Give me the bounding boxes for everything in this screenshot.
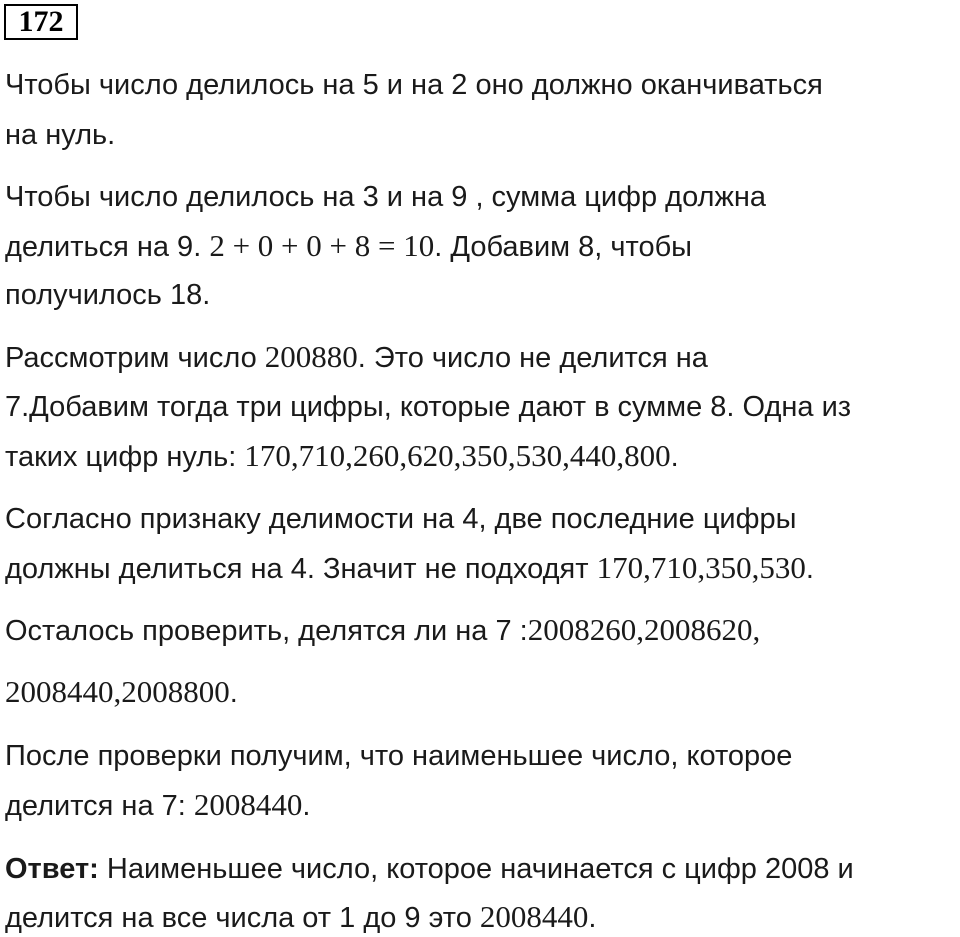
- answer-line-1-text: Наименьшее число, которое начинается с цифр 2008 и: [98, 853, 854, 885]
- p3-line-1-text: Рассмотрим число: [5, 342, 265, 374]
- answer-line-2-tail: .: [588, 902, 597, 934]
- p4-line-2-numbers: 170,710,350,530: [596, 550, 806, 585]
- p3-line-1-number: 200880: [264, 339, 358, 374]
- p2-line-2-tail: . Добавим 8, чтобы: [434, 231, 693, 263]
- p4-line-2-tail: .: [805, 553, 814, 585]
- p4-line-1: Согласно признаку делимости на 4, две последние цифры: [5, 503, 797, 535]
- p4-line-2: [5, 551, 814, 586]
- p1-line-2: на нуль.: [5, 119, 116, 151]
- answer-number: 2008440: [479, 899, 589, 934]
- answer-line-2: [5, 900, 596, 935]
- p3-line-3: [5, 439, 679, 474]
- problem-number-box: [4, 4, 78, 40]
- p2-line-1: Чтобы число делилось на 3 и на 9 , сумма цифр должна: [5, 181, 767, 213]
- p4-line-2-text: должны делиться на 4. Значит не подходят: [5, 553, 597, 585]
- p5-line-2-tail: .: [229, 677, 238, 709]
- answer-line-2-text: делится на все числа от 1 до 9 это: [5, 902, 480, 934]
- p5-line-1-numbers: 2008260,2008620,: [527, 612, 761, 647]
- p1-line-1: Чтобы число делилось на 5 и на 2 оно должно оканчиваться: [5, 69, 823, 101]
- p3-line-1-tail: . Это число не делится на: [357, 342, 708, 374]
- answer-label: Ответ:: [5, 853, 99, 885]
- answer-line-1: [5, 852, 854, 886]
- p3-line-3-tail: .: [670, 441, 679, 473]
- p6-line-2: [5, 788, 310, 823]
- p5-line-2-numbers: 2008440,2008800: [5, 674, 230, 709]
- p5-line-2: [5, 675, 238, 710]
- p3-line-3-text: таких цифр нуль:: [5, 441, 245, 473]
- p5-line-1-text: Осталось проверить, делятся ли на 7 :: [5, 615, 528, 647]
- p2-line-2: [5, 229, 692, 264]
- p6-line-2-number: 2008440: [193, 787, 303, 822]
- p2-line-2-formula: 2 + 0 + 0 + 8 = 10: [209, 228, 435, 263]
- p6-line-2-tail: .: [302, 790, 311, 822]
- p2-line-3: получилось 18.: [5, 279, 211, 311]
- p3-line-1: [5, 340, 708, 375]
- p3-line-3-numbers: 170,710,260,620,350,530,440,800: [244, 438, 671, 473]
- p6-line-2-text: делится на 7:: [5, 790, 194, 822]
- p5-line-1: [5, 613, 760, 648]
- p2-line-2-text: делиться на 9.: [5, 231, 210, 263]
- p6-line-1: После проверки получим, что наименьшее число, которое: [5, 740, 793, 772]
- problem-number: 172: [18, 5, 64, 38]
- p3-line-2: 7.Добавим тогда три цифры, которые дают в сумме 8. Одна из: [5, 391, 852, 423]
